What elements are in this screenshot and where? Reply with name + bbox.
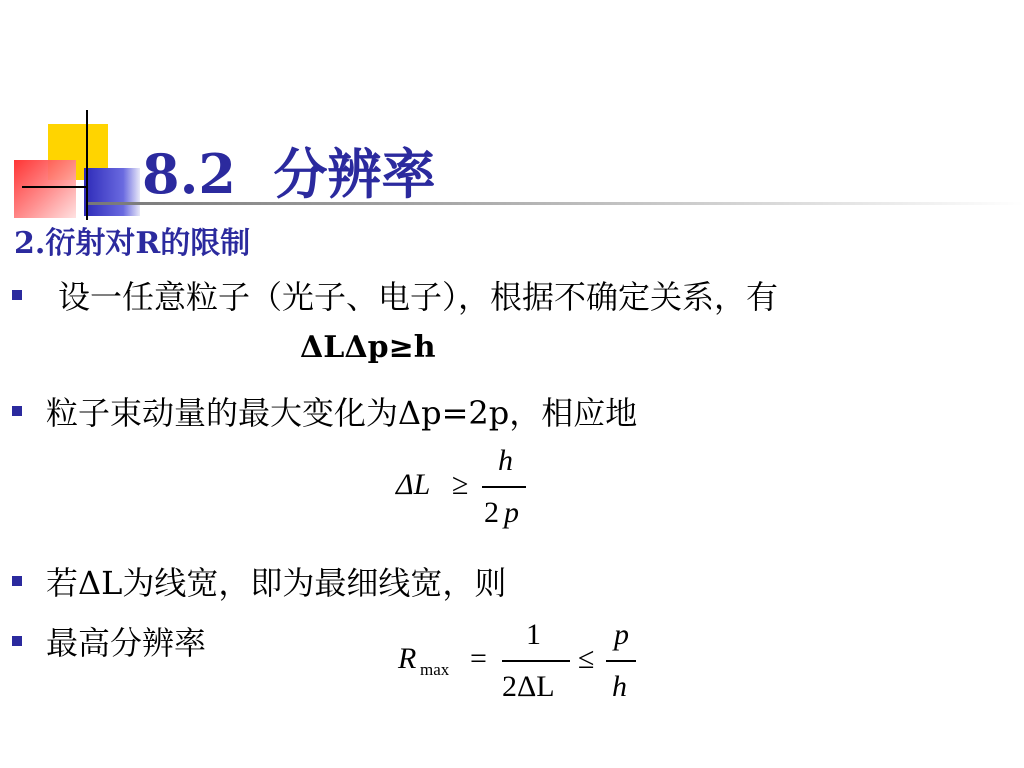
bullet-text: 设一任意粒子（光子、电子），根据不确定关系，有 (58, 278, 779, 316)
eq2-lhs: ΔL (396, 468, 431, 501)
eq3-numerator1: 1 (526, 618, 541, 651)
eq3-fraction-bar-1 (502, 660, 570, 662)
linewidth-inequality (396, 444, 536, 534)
eq3-numerator2: p (614, 618, 629, 651)
eq3-denominator1: 2ΔL (502, 670, 555, 703)
bullet-text: 若ΔL为线宽，即为最细线宽，则 (46, 564, 507, 602)
decor-blue-square (84, 168, 140, 216)
bullet-item-4 (12, 618, 206, 664)
decor-horizontal-line (22, 186, 88, 188)
eq3-subscript: max (420, 660, 450, 679)
max-resolution-equation (398, 618, 648, 708)
eq2-relation: ≥ (452, 468, 469, 501)
bullet-text: 粒子束动量的最大变化为Δp=2p，相应地 (46, 394, 638, 432)
square-bullet-icon (12, 576, 22, 586)
eq3-fraction-bar-2 (606, 660, 636, 662)
eq2-denominator-coef: 2 (484, 496, 499, 529)
eq3-equals: = (470, 642, 487, 675)
square-bullet-icon (12, 406, 22, 416)
section-subtitle: 2.衍射对R的限制 (14, 226, 251, 261)
eq3-denominator2: h (612, 670, 627, 703)
bullet-item-3 (12, 558, 506, 604)
uncertainty-equation: ΔLΔp≥h (300, 330, 436, 365)
bullet-text: 最高分辨率 (46, 624, 207, 662)
page-title: 8.2 分辨率 (142, 142, 436, 206)
bullet-item-2 (12, 388, 637, 434)
eq3-relation: ≤ (578, 642, 595, 675)
square-bullet-icon (12, 290, 22, 300)
eq2-numerator: h (498, 444, 513, 477)
square-bullet-icon (12, 636, 22, 646)
eq2-denominator-var: p (504, 496, 519, 529)
eq2-fraction-bar (482, 486, 526, 488)
bullet-item-1 (12, 272, 778, 318)
decor-red-square (14, 160, 76, 218)
eq3-symbol: R (398, 642, 417, 675)
